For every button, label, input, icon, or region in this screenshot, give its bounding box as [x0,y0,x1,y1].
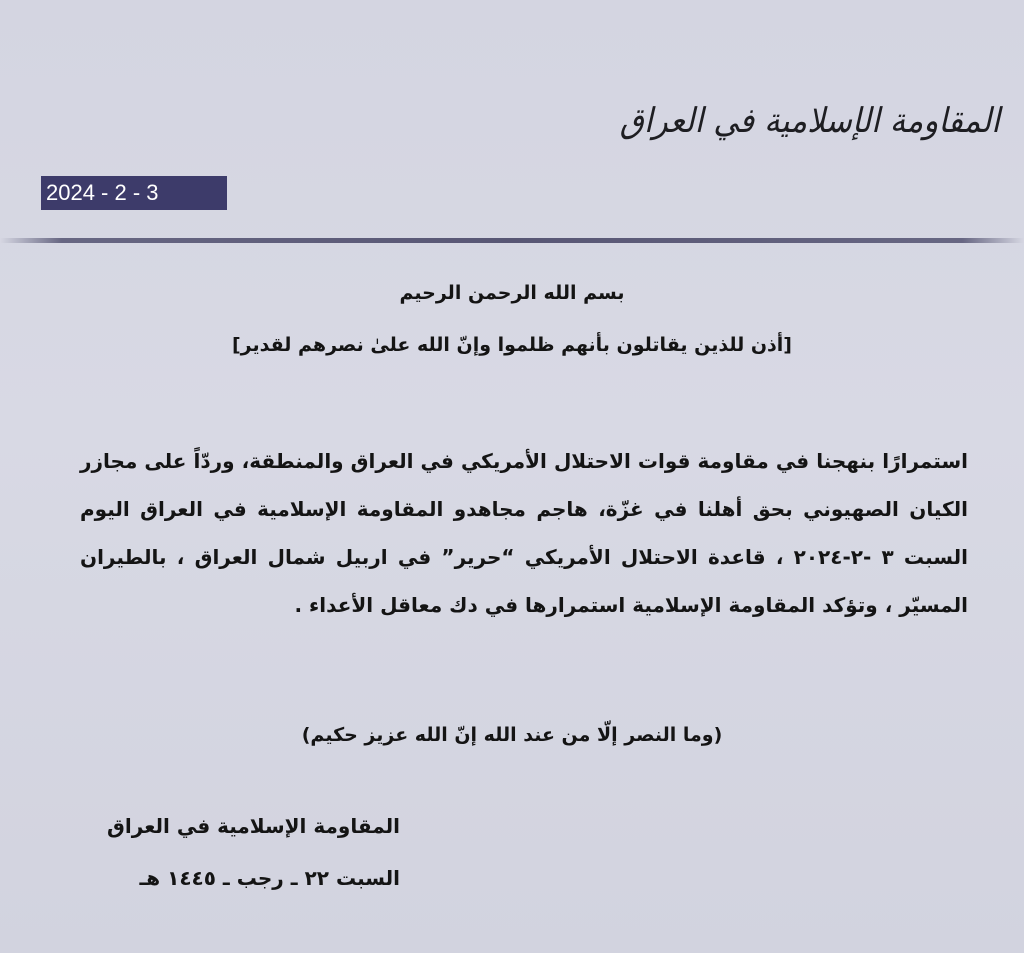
date-badge: 2024 - 2 - 3 [41,176,227,210]
signature-block [80,800,400,904]
statement-body: استمرارًا بنهجنا في مقاومة قوات الاحتلال الأمريكي في العراق والمنطقة، وردّاً على مجازر الكيان الصهيوني بحق أهلنا في غزّة، هاجم مجاهدو المقاومة الإسلامية في العراق اليوم السبت ٣ -٢-٢٠٢٤ ، قاعدة الاحتلال الأمريكي “حرير” في اربيل شمال العراق ، بالطيران المسيّر ، وتؤكد المقاومة الإسلامية استمرارها في دك معاقل الأعداء . [80,449,968,617]
signature-organization: المقاومة الإسلامية في العراق [107,814,400,838]
header-divider [0,238,1024,243]
organization-logo: المقاومة الإسلامية في العراق [619,101,1000,141]
closing-verse: (وما النصر إلّا من عند الله إنّ الله عزيز حكيم) [301,724,723,746]
signature-hijri-date: السبت ٢٢ ـ رجب ـ ١٤٤٥ هـ [139,866,400,890]
opening-verse: [أذن للذين يقاتلون بأنهم ظلموا وإنّ الله علىٰ نصرهم لقدير] [231,334,792,356]
basmala: بسم الله الرحمن الرحيم [399,282,625,304]
